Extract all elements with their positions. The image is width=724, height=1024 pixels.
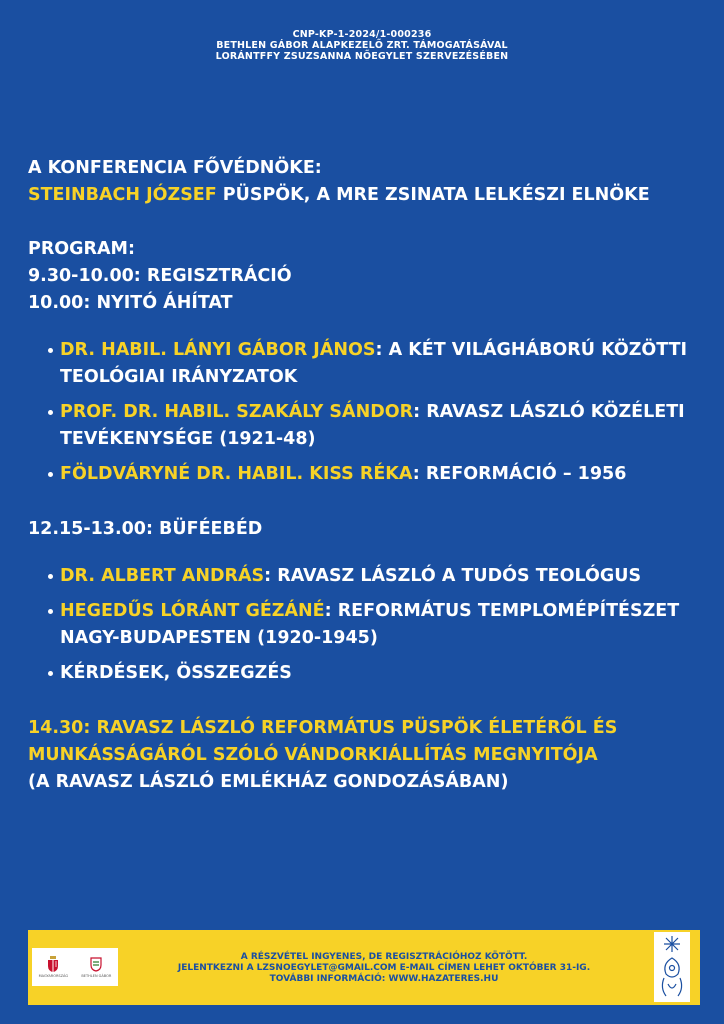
patron-label: A KONFERENCIA FŐVÉDNÖKE: [28, 158, 322, 178]
exhibition-note: (A RAVASZ LÁSZLÓ EMLÉKHÁZ GONDOZÁSÁBAN) [28, 772, 509, 792]
list-item [48, 598, 698, 652]
talk-title: : A KÉT VILÁGHÁBORÚ KÖZÖTTI TEOLÓGIAI IRÁNYZATOK [60, 340, 688, 387]
talk-title: : REFORMÁCIÓ – 1956 [412, 464, 627, 484]
program-content [28, 155, 698, 796]
speaker-name: DR. HABIL. LÁNYI GÁBOR JÁNOS [60, 340, 376, 360]
folk-ornament-icon [654, 932, 690, 1002]
program-label: PROGRAM: [28, 239, 135, 259]
morning-talks-list [28, 337, 698, 488]
list-item [48, 399, 698, 453]
talk-title: : REFORMÁTUS TEMPLOMÉPÍTÉSZET NAGY-BUDAPESTEN (1920-1945) [60, 601, 680, 648]
list-item [48, 461, 698, 488]
patron-line [28, 182, 698, 209]
info-website: TOVÁBBI INFORMÁCIÓ: WWW.HAZATERES.HU [269, 974, 499, 984]
participation-note: A RÉSZVÉTEL INGYENES, DE REGISZTRÁCIÓHOZ KÖTÖTT. [240, 952, 528, 962]
footer-info [128, 952, 640, 985]
exhibition-time: 14.30: [28, 718, 97, 738]
footer-banner [28, 930, 700, 1005]
list-item [48, 337, 698, 391]
afternoon-talks-list [28, 563, 698, 687]
speaker-name: HEGEDŰS LÓRÁNT GÉZÁNÉ [60, 601, 325, 621]
list-item [48, 563, 698, 590]
sponsor-logos [32, 948, 118, 986]
registration-note: JELENTKEZNI A LZSNOEGYLET@GMAIL.COM E-MAIL CÍMEN LEHET OKTÓBER 31-IG. [177, 963, 591, 973]
speaker-name: DR. ALBERT ANDRÁS [60, 566, 265, 586]
funder-line: BETHLEN GÁBOR ALAPKEZELŐ ZRT. TÁMOGATÁSÁVAL [216, 40, 508, 51]
patron-name: STEINBACH JÓZSEF [28, 185, 217, 205]
opening-time: 10.00: NYITÓ ÁHÍTAT [28, 293, 233, 313]
registration-time: 9.30-10.00: REGISZTRÁCIÓ [28, 266, 292, 286]
exhibition-title: RAVASZ LÁSZLÓ REFORMÁTUS PÜSPÖK ÉLETÉRŐL ÉS MUNKÁSSÁGÁRÓL SZÓLÓ VÁNDORKIÁLLÍTÁS MEGNYITÓJA [28, 718, 618, 765]
funding-header [0, 29, 724, 62]
patron-role: PÜSPÖK, A MRE ZSINATA LELKÉSZI ELNÖKE [216, 185, 650, 205]
speaker-name: PROF. DR. HABIL. SZAKÁLY SÁNDOR [60, 402, 414, 422]
speaker-name: FÖLDVÁRYNÉ DR. HABIL. KISS RÉKA [60, 464, 413, 484]
closing-item: KÉRDÉSEK, ÖSSZEGZÉS [60, 663, 292, 683]
bethlen-gabor-logo-icon: BETHLEN GÁBOR [81, 956, 111, 978]
list-item [48, 660, 698, 687]
organizer-line: LORÁNTFFY ZSUZSANNA NŐEGYLET SZERVEZÉSÉBEN [215, 51, 509, 62]
hungarian-coat-of-arms-icon: MAGYARORSZÁG [39, 956, 68, 978]
grant-id: CNP-KP-1-2024/1-000236 [292, 29, 432, 40]
exhibition-line [28, 715, 698, 769]
talk-title: : RAVASZ LÁSZLÓ KÖZÉLETI TEVÉKENYSÉGE (1921-48) [60, 402, 685, 449]
talk-title: : RAVASZ LÁSZLÓ A TUDÓS TEOLÓGUS [264, 566, 642, 586]
lunch-time: 12.15-13.00: BÜFÉEBÉD [28, 519, 263, 539]
